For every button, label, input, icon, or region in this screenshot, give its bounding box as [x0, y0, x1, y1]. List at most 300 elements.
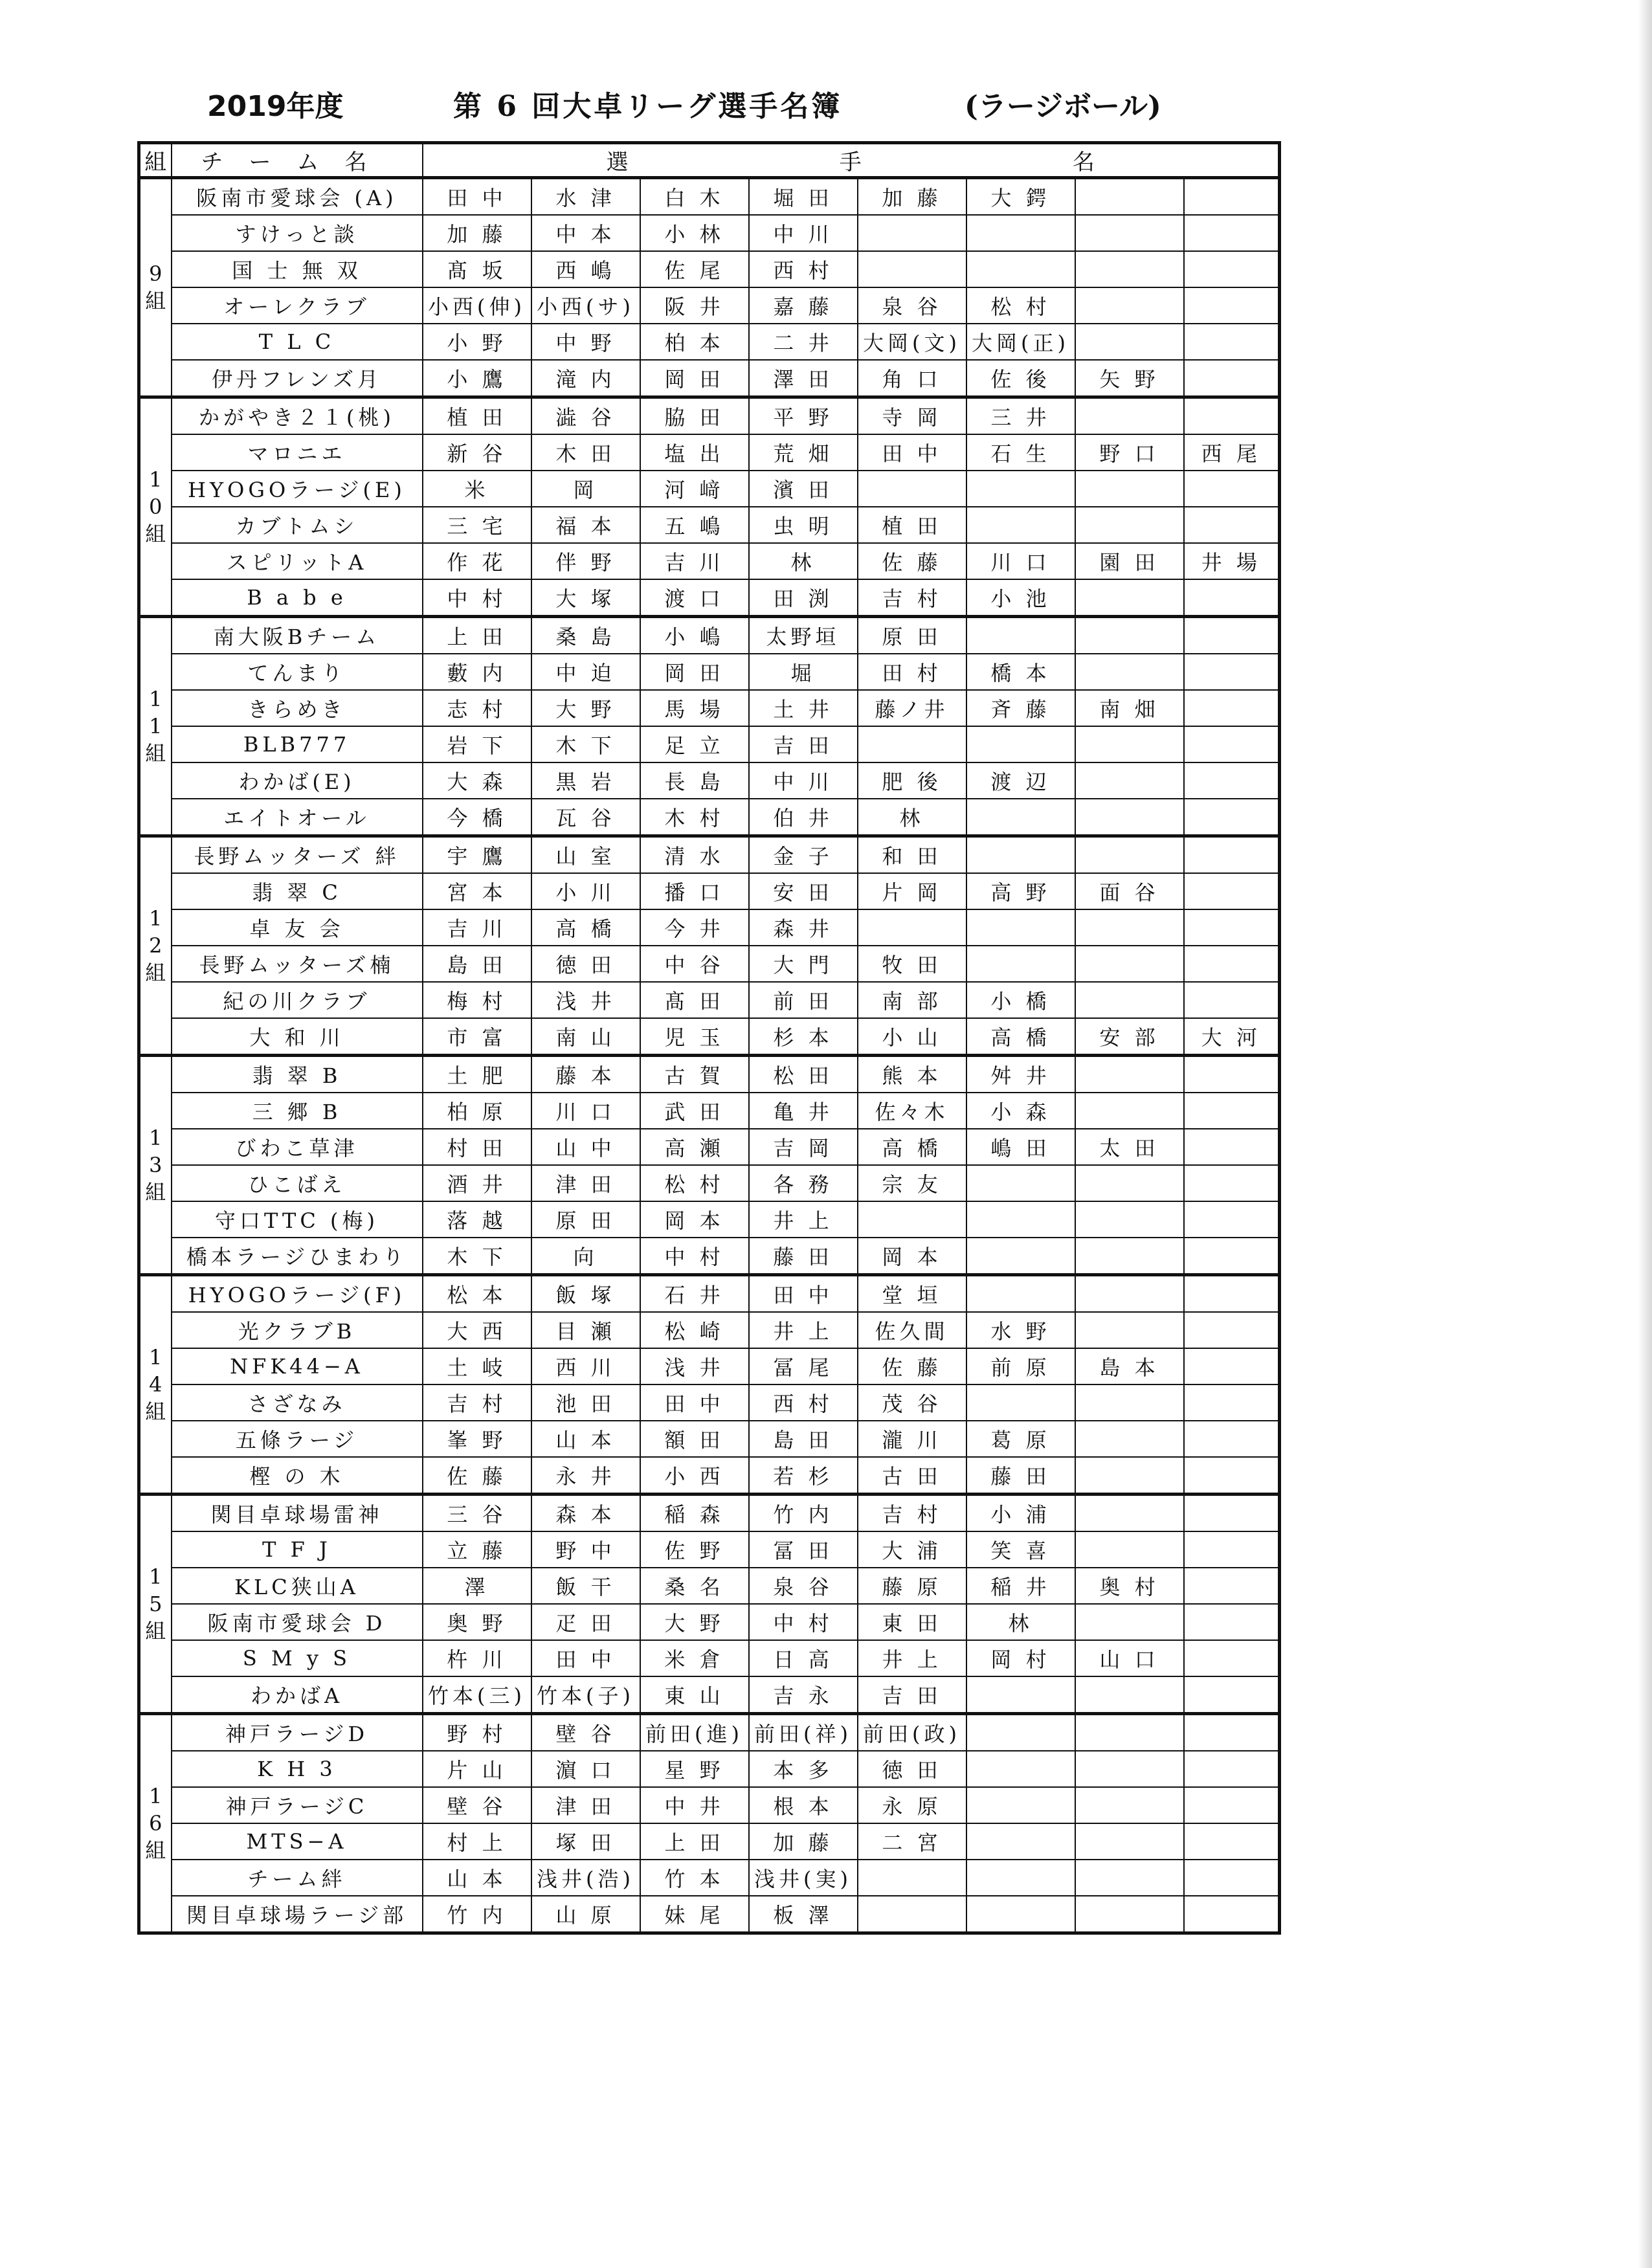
player-cell: 石 井 [640, 1275, 749, 1313]
player-cell: 大 鍔 [966, 178, 1075, 216]
player-cell [1184, 1568, 1280, 1604]
player-cell: 稲 森 [640, 1495, 749, 1532]
team-row [139, 1531, 1280, 1568]
player-cell [1184, 1384, 1280, 1421]
player-cell: 古 田 [858, 1457, 966, 1495]
team-row [139, 579, 1280, 617]
team-row [139, 251, 1280, 287]
player-cell: 小 西 [640, 1457, 749, 1495]
player-cell: 川 口 [966, 543, 1075, 579]
player-cell: 浅井(実) [749, 1860, 858, 1896]
player-cell: 河 﨑 [640, 471, 749, 507]
player-cell: 前田(祥) [749, 1714, 858, 1751]
team-row [139, 1495, 1280, 1532]
team-row [139, 726, 1280, 762]
player-cell: 三 谷 [423, 1495, 531, 1532]
player-cell: 酒 井 [423, 1165, 531, 1201]
group-label: 1 1 組 [139, 617, 172, 836]
player-cell: 塩 出 [640, 434, 749, 471]
player-cell: 永 原 [858, 1787, 966, 1823]
team-row [139, 215, 1280, 251]
player-cell: 杵 川 [423, 1640, 531, 1676]
players-header-char-2: 手 [839, 150, 862, 175]
player-cell: 島 本 [1075, 1348, 1184, 1384]
player-cell: 岡 本 [858, 1238, 966, 1275]
player-cell: 原 田 [858, 617, 966, 654]
player-cell: 太 田 [1075, 1129, 1184, 1165]
player-cell: 松 崎 [640, 1312, 749, 1348]
player-cell: 野 中 [531, 1531, 640, 1568]
player-cell: 嘉 藤 [749, 287, 858, 324]
player-cell: 小 森 [966, 1093, 1075, 1129]
player-cell: 田 中 [749, 1275, 858, 1313]
player-cell: 中 野 [531, 324, 640, 360]
player-cell [1184, 287, 1280, 324]
player-cell: 岩 下 [423, 726, 531, 762]
player-cell: 大 浦 [858, 1531, 966, 1568]
player-cell: 市 富 [423, 1018, 531, 1056]
player-cell: 藪 内 [423, 654, 531, 690]
player-cell: 佐 野 [640, 1531, 749, 1568]
player-cell: 小西(伸) [423, 287, 531, 324]
player-cell: 播 口 [640, 873, 749, 909]
player-cell [1184, 982, 1280, 1018]
team-row [139, 1604, 1280, 1640]
player-cell: 伴 野 [531, 543, 640, 579]
player-cell: 肥 後 [858, 762, 966, 799]
team-name: すけっと談 [172, 215, 423, 251]
player-cell: 井 上 [749, 1201, 858, 1238]
player-cell: 前 田 [749, 982, 858, 1018]
group-label: 1 3 組 [139, 1056, 172, 1275]
player-cell: 矢 野 [1075, 360, 1184, 397]
player-cell: 三 井 [966, 397, 1075, 435]
player-cell [1184, 507, 1280, 543]
player-cell: 西 川 [531, 1348, 640, 1384]
player-cell: 武 田 [640, 1093, 749, 1129]
player-cell [1075, 762, 1184, 799]
team-name: さざなみ [172, 1384, 423, 1421]
player-cell [966, 1384, 1075, 1421]
player-cell: 島 田 [749, 1421, 858, 1457]
player-cell: 平 野 [749, 397, 858, 435]
player-cell: 小 浦 [966, 1495, 1075, 1532]
player-cell [1184, 397, 1280, 435]
player-cell [1184, 1495, 1280, 1532]
player-cell [966, 1201, 1075, 1238]
player-cell [1184, 1714, 1280, 1751]
player-cell: 津 田 [531, 1165, 640, 1201]
team-name: 阪南市愛球会 (A) [172, 178, 423, 216]
player-cell: 藤 田 [749, 1238, 858, 1275]
player-cell: 小 池 [966, 579, 1075, 617]
player-cell: 舛 井 [966, 1056, 1075, 1093]
team-row [139, 982, 1280, 1018]
player-cell: 新 谷 [423, 434, 531, 471]
player-cell: 和 田 [858, 836, 966, 874]
scan-edge-shadow [1638, 0, 1652, 2268]
player-cell: 竹 内 [749, 1495, 858, 1532]
player-cell: 中 村 [640, 1238, 749, 1275]
team-name: HYOGOラージ(E) [172, 471, 423, 507]
player-cell: 吉 永 [749, 1676, 858, 1714]
player-cell: 梅 村 [423, 982, 531, 1018]
player-cell: 山 口 [1075, 1640, 1184, 1676]
player-cell: 伯 井 [749, 799, 858, 836]
player-cell: 白 木 [640, 178, 749, 216]
team-name: ひこばえ [172, 1165, 423, 1201]
player-cell [1075, 1823, 1184, 1860]
player-cell: 石 生 [966, 434, 1075, 471]
team-name: MTS−A [172, 1823, 423, 1860]
player-cell: 二 井 [749, 324, 858, 360]
player-cell [1184, 215, 1280, 251]
player-cell [1075, 1056, 1184, 1093]
player-cell [858, 909, 966, 946]
player-cell [1075, 1457, 1184, 1495]
player-cell: 大 塚 [531, 579, 640, 617]
player-cell [1184, 690, 1280, 726]
player-cell: 嶋 田 [966, 1129, 1075, 1165]
player-cell [966, 215, 1075, 251]
player-cell: 野 村 [423, 1714, 531, 1751]
player-cell [1184, 1129, 1280, 1165]
team-row [139, 1348, 1280, 1384]
team-name: 阪南市愛球会 D [172, 1604, 423, 1640]
player-cell [1075, 1676, 1184, 1714]
player-cell [1184, 1056, 1280, 1093]
team-row [139, 873, 1280, 909]
player-cell: 佐々木 [858, 1093, 966, 1129]
player-cell [1075, 617, 1184, 654]
player-cell: 永 井 [531, 1457, 640, 1495]
player-cell [1075, 215, 1184, 251]
player-cell [858, 1896, 966, 1933]
player-cell: 吉 田 [749, 726, 858, 762]
player-cell [1184, 1457, 1280, 1495]
player-cell [966, 1165, 1075, 1201]
team-name: カブトムシ [172, 507, 423, 543]
team-name: 翡 翠 C [172, 873, 423, 909]
team-row [139, 543, 1280, 579]
team-row [139, 178, 1280, 216]
player-cell: 滝 内 [531, 360, 640, 397]
player-cell: 大 門 [749, 946, 858, 982]
player-cell [858, 1201, 966, 1238]
player-cell: 吉 田 [858, 1676, 966, 1714]
player-cell: 各 務 [749, 1165, 858, 1201]
player-cell [1184, 1312, 1280, 1348]
player-cell: 佐 藤 [858, 1348, 966, 1384]
player-cell [966, 1787, 1075, 1823]
player-cell [1075, 1275, 1184, 1313]
player-cell: 桑 名 [640, 1568, 749, 1604]
player-cell [1075, 1531, 1184, 1568]
player-cell [966, 1751, 1075, 1787]
player-cell: 植 田 [858, 507, 966, 543]
player-cell [966, 1896, 1075, 1933]
team-row [139, 836, 1280, 874]
player-cell: 西 村 [749, 251, 858, 287]
player-cell: 植 田 [423, 397, 531, 435]
group-label: 1 4 組 [139, 1275, 172, 1495]
player-cell: 土 井 [749, 690, 858, 726]
player-cell [1075, 1421, 1184, 1457]
team-row [139, 762, 1280, 799]
player-cell: 澤 田 [749, 360, 858, 397]
player-cell: 濱 田 [749, 471, 858, 507]
team-row [139, 1165, 1280, 1201]
team-name: 長野ムッターズ 絆 [172, 836, 423, 874]
player-cell [1184, 1640, 1280, 1676]
player-cell: 野 口 [1075, 434, 1184, 471]
player-cell: 藤 本 [531, 1056, 640, 1093]
player-cell: 高 橋 [966, 1018, 1075, 1056]
team-name: 長野ムッターズ楠 [172, 946, 423, 982]
team-name: T F J [172, 1531, 423, 1568]
player-cell: 林 [966, 1604, 1075, 1640]
team-name: HYOGOラージ(F) [172, 1275, 423, 1313]
player-cell [966, 909, 1075, 946]
player-cell [1075, 287, 1184, 324]
player-cell: 林 [749, 543, 858, 579]
player-cell [966, 1676, 1075, 1714]
player-cell: 加 藤 [749, 1823, 858, 1860]
page-subtitle: (ラージボール) [965, 90, 1161, 123]
player-cell: 高 瀬 [640, 1129, 749, 1165]
player-cell [1184, 836, 1280, 874]
player-cell: 浅井(浩) [531, 1860, 640, 1896]
player-cell: 前田(政) [858, 1714, 966, 1751]
team-name: 橋本ラージひまわり [172, 1238, 423, 1275]
player-cell: 上 田 [640, 1823, 749, 1860]
team-name: てんまり [172, 654, 423, 690]
player-cell [1184, 1348, 1280, 1384]
team-row [139, 287, 1280, 324]
player-cell: 中 川 [749, 215, 858, 251]
player-cell: 三 宅 [423, 507, 531, 543]
player-cell [1075, 397, 1184, 435]
player-cell [1075, 654, 1184, 690]
player-cell [1075, 1238, 1184, 1275]
player-cell: 桑 島 [531, 617, 640, 654]
player-cell: 佐 尾 [640, 251, 749, 287]
player-cell: 宇 鷹 [423, 836, 531, 874]
player-cell: 山 中 [531, 1129, 640, 1165]
player-cell: 木 村 [640, 799, 749, 836]
player-cell [858, 726, 966, 762]
player-cell [1075, 1201, 1184, 1238]
player-cell: 志 村 [423, 690, 531, 726]
player-cell: 松 田 [749, 1056, 858, 1093]
player-cell [1075, 1896, 1184, 1933]
team-row [139, 617, 1280, 654]
player-cell: 加 藤 [858, 178, 966, 216]
player-cell: 牧 田 [858, 946, 966, 982]
player-cell: 塚 田 [531, 1823, 640, 1860]
player-cell: 藤ノ井 [858, 690, 966, 726]
player-cell: 疋 田 [531, 1604, 640, 1640]
player-cell: 森 井 [749, 909, 858, 946]
roster-body [139, 178, 1280, 1933]
team-name: エイトオール [172, 799, 423, 836]
player-cell: 津 田 [531, 1787, 640, 1823]
player-cell: 壁 谷 [423, 1787, 531, 1823]
player-cell [966, 471, 1075, 507]
player-cell [858, 251, 966, 287]
team-name: NFK44−A [172, 1348, 423, 1384]
player-cell: 竹本(三) [423, 1676, 531, 1714]
player-cell [1184, 579, 1280, 617]
player-cell: 中 谷 [640, 946, 749, 982]
player-cell: 南 部 [858, 982, 966, 1018]
team-name: チーム絆 [172, 1860, 423, 1896]
player-cell: 山 本 [531, 1421, 640, 1457]
roster-table [137, 141, 1281, 1935]
team-row [139, 1751, 1280, 1787]
player-cell: 田 渕 [749, 579, 858, 617]
player-cell [1184, 1531, 1280, 1568]
player-cell: 園 田 [1075, 543, 1184, 579]
player-cell: 小 野 [423, 324, 531, 360]
team-name: かがやき２１(桃) [172, 397, 423, 435]
player-cell: 村 田 [423, 1129, 531, 1165]
player-cell: 飯 塚 [531, 1275, 640, 1313]
player-cell: 濵 口 [531, 1751, 640, 1787]
player-cell [1184, 1604, 1280, 1640]
player-cell: 堂 垣 [858, 1275, 966, 1313]
player-cell [1075, 1714, 1184, 1751]
team-row [139, 1896, 1280, 1933]
team-name: 三 郷 B [172, 1093, 423, 1129]
player-cell: 二 宮 [858, 1823, 966, 1860]
team-name: T L C [172, 324, 423, 360]
player-cell: 井 上 [858, 1640, 966, 1676]
player-cell: 前 原 [966, 1348, 1075, 1384]
player-cell: 山 室 [531, 836, 640, 874]
player-cell: 吉 村 [423, 1384, 531, 1421]
player-cell: 西 尾 [1184, 434, 1280, 471]
team-row [139, 1275, 1280, 1313]
team-name: 卓 友 会 [172, 909, 423, 946]
player-cell: 脇 田 [640, 397, 749, 435]
player-cell: 大岡(正) [966, 324, 1075, 360]
team-name: KLC狭山A [172, 1568, 423, 1604]
team-name: BLB777 [172, 726, 423, 762]
player-cell: 奥 村 [1075, 1568, 1184, 1604]
player-cell: 向 [531, 1238, 640, 1275]
player-cell [1075, 1312, 1184, 1348]
player-cell: 佐久間 [858, 1312, 966, 1348]
player-cell: 泉 谷 [858, 287, 966, 324]
player-cell: 岡 田 [640, 654, 749, 690]
player-cell [966, 617, 1075, 654]
team-row [139, 397, 1280, 435]
player-cell: 徳 田 [531, 946, 640, 982]
team-name: 紀の川クラブ [172, 982, 423, 1018]
player-cell [1075, 726, 1184, 762]
player-cell: 小 嶋 [640, 617, 749, 654]
player-cell: 加 藤 [423, 215, 531, 251]
team-name: B a b e [172, 579, 423, 617]
player-cell: 堀 田 [749, 178, 858, 216]
player-cell: 島 田 [423, 946, 531, 982]
player-cell: 中 村 [423, 579, 531, 617]
player-cell: 立 藤 [423, 1531, 531, 1568]
page-header [0, 83, 1652, 135]
player-cell: 髙 田 [640, 982, 749, 1018]
team-name: 神戸ラージC [172, 1787, 423, 1823]
team-row [139, 1676, 1280, 1714]
player-cell: 南 畑 [1075, 690, 1184, 726]
team-name: 南大阪Bチーム [172, 617, 423, 654]
player-cell: 浅 井 [640, 1348, 749, 1384]
player-cell [966, 1823, 1075, 1860]
player-cell: 大 西 [423, 1312, 531, 1348]
player-cell [1184, 1165, 1280, 1201]
team-name: スピリットA [172, 543, 423, 579]
player-cell [1184, 946, 1280, 982]
player-cell: 五 嶋 [640, 507, 749, 543]
team-name: 神戸ラージD [172, 1714, 423, 1751]
player-cell: 黒 岩 [531, 762, 640, 799]
player-cell: 目 瀬 [531, 1312, 640, 1348]
player-cell [1184, 909, 1280, 946]
team-row [139, 1640, 1280, 1676]
page-title: 第 6 回大卓リーグ選手名簿 [453, 90, 843, 123]
team-row [139, 1129, 1280, 1165]
player-cell: 吉 村 [858, 579, 966, 617]
player-cell: 岡 村 [966, 1640, 1075, 1676]
player-cell: 長 島 [640, 762, 749, 799]
player-cell: 米 [423, 471, 531, 507]
header-row [139, 143, 1280, 178]
player-cell: 土 岐 [423, 1348, 531, 1384]
team-name: 関目卓球場雷神 [172, 1495, 423, 1532]
player-cell: 井 場 [1184, 543, 1280, 579]
player-cell [966, 726, 1075, 762]
player-cell: 茂 谷 [858, 1384, 966, 1421]
player-cell: 古 賀 [640, 1056, 749, 1093]
player-cell [966, 507, 1075, 543]
player-cell: 高 橋 [531, 909, 640, 946]
team-row [139, 1056, 1280, 1093]
player-cell [966, 836, 1075, 874]
player-cell [1184, 1751, 1280, 1787]
player-cell [1075, 1495, 1184, 1532]
player-cell: 葛 原 [966, 1421, 1075, 1457]
player-cell [1075, 909, 1184, 946]
player-cell: 宮 本 [423, 873, 531, 909]
player-cell: 土 肥 [423, 1056, 531, 1093]
player-cell [966, 946, 1075, 982]
player-cell: 岡 本 [640, 1201, 749, 1238]
team-row [139, 1421, 1280, 1457]
player-cell: 小 橋 [966, 982, 1075, 1018]
team-row [139, 1714, 1280, 1751]
player-cell: 西 村 [749, 1384, 858, 1421]
player-cell: 中 川 [749, 762, 858, 799]
player-cell: 渡 口 [640, 579, 749, 617]
team-name: オーレクラブ [172, 287, 423, 324]
player-cell [1184, 1787, 1280, 1823]
player-cell [1075, 1093, 1184, 1129]
player-cell: 前田(進) [640, 1714, 749, 1751]
player-cell [1184, 1421, 1280, 1457]
team-name: わかばA [172, 1676, 423, 1714]
player-cell: 原 田 [531, 1201, 640, 1238]
player-cell: 熊 本 [858, 1056, 966, 1093]
